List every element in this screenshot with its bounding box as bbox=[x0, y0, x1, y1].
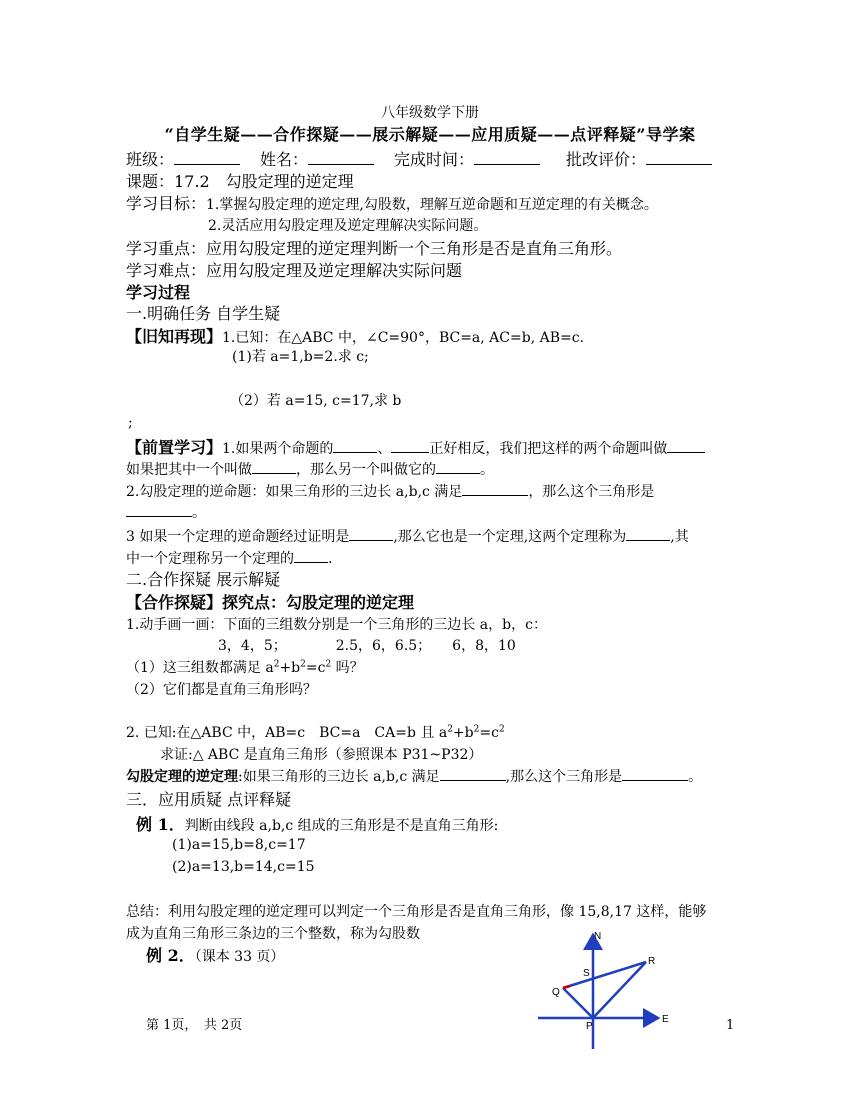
q1a-pre: （1）这三组数都满足 a bbox=[126, 660, 274, 676]
pre-study-3 bbox=[126, 528, 689, 546]
learning-goals bbox=[126, 194, 658, 215]
label-n: N bbox=[594, 931, 602, 942]
evaluation-blank[interactable] bbox=[646, 152, 712, 165]
review-tag: 【旧知再现】 bbox=[126, 327, 223, 346]
blank-3[interactable] bbox=[667, 440, 705, 453]
exercise-2-given bbox=[126, 724, 505, 742]
page-info: 第 1页， 共 2页 bbox=[146, 1018, 243, 1033]
exercise-1-prompt: 1.动手画一画：下面的三组数分别是一个三角形的三边长 a，b，c： bbox=[126, 617, 547, 633]
blank-8[interactable] bbox=[349, 528, 393, 541]
example-1-b: (2)a=13,b=14,c=15 bbox=[172, 859, 315, 875]
pre-study-1-text-b: 、 bbox=[377, 441, 392, 457]
label-r: R bbox=[648, 956, 656, 967]
pre-study-2 bbox=[126, 483, 654, 501]
q1a-mid2: =c bbox=[305, 660, 326, 676]
pre-study-1-text-c: 正好相反，我们把这样的两个命题叫做 bbox=[429, 441, 668, 457]
q1a-sup-2: 2 bbox=[300, 659, 306, 670]
q2-mid1: +b bbox=[452, 725, 474, 741]
time-blank[interactable] bbox=[474, 152, 540, 165]
blank-11[interactable] bbox=[440, 768, 506, 781]
time-label: 完成时间： bbox=[394, 150, 475, 169]
q2-pre: 2. 已知:在△ABC 中，AB=c BC=a CA=b 且 a bbox=[126, 725, 448, 741]
exercise-1-q2: （2）它们都是直角三角形吗？ bbox=[126, 682, 317, 698]
pre-study-3-text-c: ,其 bbox=[670, 529, 689, 545]
segment-pq bbox=[563, 988, 593, 1018]
pre-study-3-text-a: 3 如果一个定理的逆命题经过证明是 bbox=[126, 529, 350, 545]
goals-label: 学习目标： bbox=[126, 194, 207, 213]
pre-study-3-text-d: 中一个定理称另一个定理的 bbox=[126, 551, 294, 567]
difficulty-point: 学习难点：应用勾股定理及逆定理解决实际问题 bbox=[126, 261, 463, 280]
review-question-1: (1)若 a=1,b=2.求 c; bbox=[232, 349, 369, 365]
pre-study-1-text-d: 如果把其中一个叫做 bbox=[126, 462, 252, 478]
blank-2[interactable] bbox=[391, 440, 429, 453]
converse-theorem bbox=[126, 768, 702, 786]
pre-study-2-text-a: 2.勾股定理的逆命题：如果三角形的三边长 a,b,c 满足 bbox=[126, 484, 463, 500]
blank-6[interactable] bbox=[462, 483, 528, 496]
section-3-heading: 三．应用质疑 点评释疑 bbox=[126, 790, 292, 809]
key-point: 学习重点：应用勾股定理的逆定理判断一个三角形是否是直角三角形。 bbox=[126, 239, 623, 258]
converse-text-a: :如果三角形的三边长 a,b,c 满足 bbox=[238, 769, 440, 785]
blank-1[interactable] bbox=[333, 440, 377, 453]
pre-study-1-text-e: ，那么另一个叫做它的 bbox=[296, 462, 436, 478]
q1a-post: 吗？ bbox=[331, 660, 364, 676]
example-1 bbox=[136, 815, 498, 835]
goal-1: 1.掌握勾股定理的逆定理,勾股数，理解互逆命题和互逆定理的有关概念。 bbox=[206, 197, 658, 213]
pre-study-tag: 【前置学习】 bbox=[126, 438, 223, 457]
semicolon-text: ; bbox=[128, 415, 133, 431]
q1a-sup-3: 2 bbox=[325, 659, 332, 670]
info-form-row bbox=[126, 150, 712, 170]
compass-diagram bbox=[530, 925, 680, 1055]
example-1-a: (1)a=15,b=8,c=17 bbox=[172, 837, 306, 853]
explore-heading: 【合作探疑】探究点：勾股定理的逆定理 bbox=[126, 593, 415, 612]
blank-7[interactable] bbox=[126, 504, 192, 517]
pre-study-2-text-c: 。 bbox=[192, 505, 206, 521]
q2-mid2: =c bbox=[479, 725, 499, 741]
segment-q-marker bbox=[563, 986, 570, 988]
converse-label: 勾股定理的逆定理 bbox=[126, 769, 238, 785]
q1a-sup-1: 2 bbox=[273, 659, 280, 670]
blank-10[interactable] bbox=[294, 550, 328, 563]
name-label: 姓名： bbox=[260, 150, 309, 169]
blank-4[interactable] bbox=[252, 461, 296, 474]
label-q: Q bbox=[552, 987, 560, 998]
page-title: “自学生疑——合作探疑——展示解疑——应用质疑——点评释疑”导学案 bbox=[164, 125, 696, 144]
review-question-2: （2）若 a=15, c=17,求 b bbox=[230, 393, 402, 409]
process-heading: 学习过程 bbox=[126, 283, 191, 302]
side-length-sets: 3，4，5； 2.5，6，6.5； 6，8，10 bbox=[218, 638, 516, 654]
q2-sup-3: 2 bbox=[498, 724, 505, 735]
pre-study-1-text-a: 1.如果两个命题的 bbox=[222, 441, 334, 457]
q2-sup-2: 2 bbox=[473, 724, 480, 735]
class-blank[interactable] bbox=[174, 152, 240, 165]
section-2-heading: 二.合作探疑 展示解疑 bbox=[126, 570, 281, 589]
example-2-text: （课本 33 页） bbox=[194, 949, 285, 965]
pre-study-3-cont bbox=[126, 550, 332, 568]
lesson-topic: 课题：17.2 勾股定理的逆定理 bbox=[126, 172, 354, 191]
section-1-heading: 一.明确任务 自学生疑 bbox=[126, 304, 281, 323]
exercise-2-prove: 求证:△ ABC 是直角三角形（参照课本 P31~P32） bbox=[160, 747, 483, 763]
page-number: 1 bbox=[726, 1018, 735, 1033]
label-e: E bbox=[662, 1014, 669, 1025]
class-label: 班级： bbox=[126, 150, 175, 169]
converse-text-b: ,那么这个三角形是 bbox=[505, 769, 623, 785]
blank-5[interactable] bbox=[436, 461, 480, 474]
pre-study-2-cont bbox=[126, 504, 206, 522]
review-question bbox=[126, 327, 584, 348]
example-2-label: 例 2． bbox=[146, 946, 195, 965]
blank-9[interactable] bbox=[626, 528, 670, 541]
grade-header: 八年级数学下册 bbox=[381, 105, 479, 121]
example-1-label: 例 1． bbox=[136, 815, 185, 834]
pre-study-1-cont bbox=[126, 461, 494, 479]
label-p: P bbox=[586, 1021, 593, 1032]
evaluation-label: 批改评价： bbox=[566, 150, 647, 169]
summary-line-2: 成为直角三角形三条边的三个整数，称为勾股数 bbox=[126, 926, 420, 942]
exercise-1-q1 bbox=[126, 659, 364, 677]
goal-2: 2.灵活应用勾股定理及逆定理解决实际问题。 bbox=[208, 218, 488, 234]
pre-study-2-text-b: ，那么这个三角形是 bbox=[528, 484, 655, 500]
converse-text-c: 。 bbox=[688, 769, 703, 785]
pre-study-3-text-e: . bbox=[328, 551, 333, 567]
example-2 bbox=[146, 946, 284, 966]
name-blank[interactable] bbox=[308, 152, 374, 165]
example-1-text: 判断由线段 a,b,c 组成的三角形是不是直角三角形: bbox=[184, 818, 499, 834]
q2-sup-1: 2 bbox=[447, 724, 453, 735]
blank-12[interactable] bbox=[622, 768, 688, 781]
pre-study-1-text-f: 。 bbox=[480, 462, 494, 478]
summary-line-1: 总结：利用勾股定理的逆定理可以判定一个三角形是否是直角三角形，像 15,8,17 这样，能够 bbox=[126, 904, 707, 920]
review-question-text: 1.已知：在△ABC 中，∠C=90°，BC=a, AC=b, AB=c. bbox=[222, 330, 585, 346]
pre-study-3-text-b: ,那么它也是一个定理,这两个定理称为 bbox=[393, 529, 627, 545]
label-s: S bbox=[583, 968, 590, 979]
q1a-mid1: +b bbox=[279, 660, 301, 676]
pre-study-1 bbox=[126, 438, 705, 459]
